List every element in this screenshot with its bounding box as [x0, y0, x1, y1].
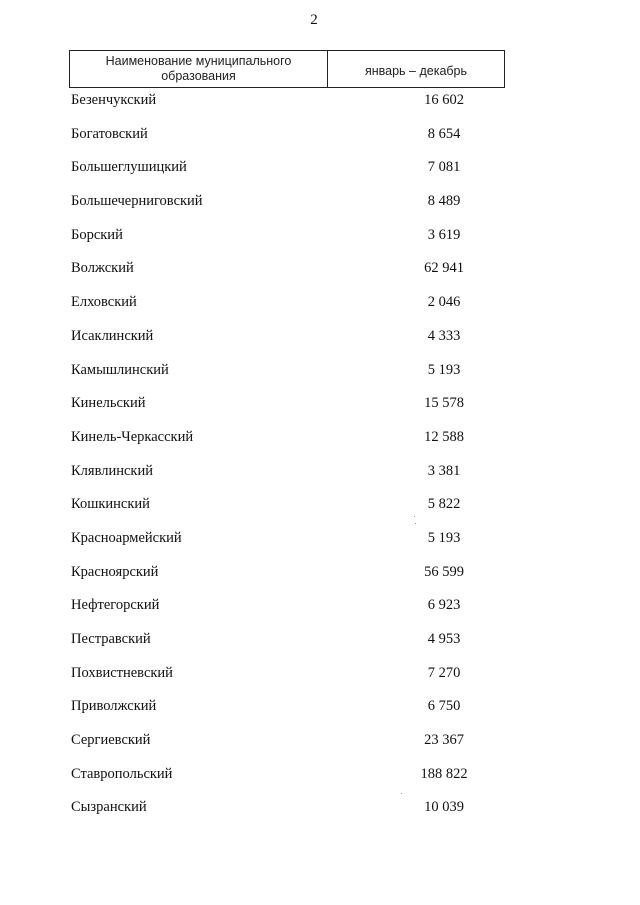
municipality-name: Камышлинский: [71, 361, 169, 378]
municipality-name: Кинельский: [71, 395, 146, 412]
municipality-name: Красноярский: [71, 563, 159, 580]
municipality-name: Исаклинский: [71, 327, 154, 344]
period-value: 8 654: [427, 125, 461, 142]
table-row: [0, 595, 640, 629]
municipality-name: Сергиевский: [71, 732, 151, 749]
municipality-name: Большечерниговский: [71, 193, 203, 210]
period-value: 3 619: [427, 226, 461, 243]
municipality-name: Красноармейский: [71, 529, 182, 546]
table-row: [0, 258, 640, 292]
period-value: 7 081: [427, 159, 461, 176]
period-value: 12 588: [424, 428, 464, 445]
period-value: 5 822: [427, 496, 461, 513]
table-row: [0, 797, 640, 831]
table-row: [0, 663, 640, 697]
table-row: [0, 124, 640, 158]
period-value: 23 367: [424, 732, 464, 749]
table-row: [0, 696, 640, 730]
period-value: 5 193: [427, 361, 461, 378]
table-row: [0, 90, 640, 124]
period-value: 2 046: [427, 294, 461, 311]
table-row: [0, 461, 640, 495]
municipality-name: Похвистневский: [71, 664, 173, 681]
municipality-name: Безенчукский: [71, 92, 157, 108]
period-value: 4 333: [427, 327, 461, 344]
municipality-name: Борский: [71, 226, 123, 243]
municipality-name: Сызранский: [71, 799, 147, 816]
header-period: январь – декабрь: [364, 63, 468, 78]
table-row: [0, 225, 640, 259]
municipality-name: Ставропольский: [71, 765, 173, 782]
period-value: 5 193: [427, 529, 461, 546]
period-value: 6 923: [427, 597, 461, 614]
municipality-name: Богатовский: [71, 125, 148, 142]
period-value: 16 602: [424, 92, 464, 108]
municipality-name: Елховский: [71, 294, 137, 311]
period-value: 3 381: [427, 462, 461, 479]
table-row: [0, 562, 640, 596]
municipality-name: Волжский: [71, 260, 134, 277]
table-row: [0, 528, 640, 562]
period-value: 6 750: [427, 698, 461, 715]
municipality-name: Нефтегорский: [71, 597, 160, 614]
table-row: [0, 629, 640, 663]
period-value: 62 941: [424, 260, 464, 277]
page-number: 2: [310, 12, 318, 28]
table-body: [0, 90, 640, 831]
header-municipality: Наименование муниципального образования: [70, 51, 328, 87]
period-value: 10 039: [424, 799, 464, 816]
municipality-name: Пестравский: [71, 631, 151, 647]
table-row: [0, 764, 640, 798]
period-value: 15 578: [424, 395, 464, 412]
municipality-name: Кошкинский: [71, 496, 150, 513]
period-value: 4 953: [427, 631, 461, 647]
period-value: 188 822: [420, 765, 468, 782]
municipality-name: Клявлинский: [71, 462, 153, 479]
period-value: 56 599: [424, 563, 464, 580]
table-row: [0, 730, 640, 764]
table-row: [0, 326, 640, 360]
table-row: [0, 427, 640, 461]
table-row: [0, 393, 640, 427]
table-row: [0, 191, 640, 225]
table-row: [0, 494, 640, 528]
municipality-name: Кинель-Черкасский: [71, 428, 194, 445]
table-row: [0, 157, 640, 191]
table-row: [0, 360, 640, 394]
municipality-name: Большеглушицкий: [71, 159, 187, 176]
table-header: [69, 50, 505, 88]
period-value: 8 489: [427, 193, 461, 210]
table-row: [0, 292, 640, 326]
municipality-name: Приволжский: [71, 698, 157, 715]
period-value: 7 270: [427, 664, 461, 681]
